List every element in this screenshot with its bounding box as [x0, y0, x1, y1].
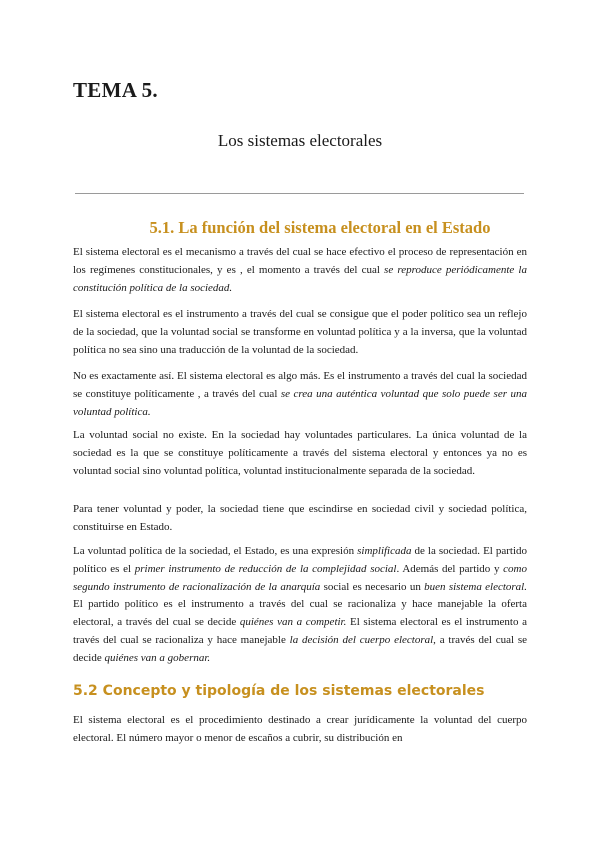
paragraph-3 [73, 368, 527, 421]
paragraph-6-emphasis-4: buen sistema electoral. [424, 580, 527, 593]
paragraph-6 [73, 543, 527, 668]
paragraph-1 [73, 244, 527, 297]
paragraph-6-text-2: de la sociedad. El partido político es el [73, 545, 527, 575]
paragraph-5 [73, 501, 527, 537]
paragraph-5-text: Para tener voluntad y poder, la sociedad tiene que escindirse en sociedad civil y sociedad política, constituirse en Estado. [73, 503, 527, 533]
paragraph-6-emphasis-3: como segundo instrumento de racionalización de la anarquía [73, 562, 527, 593]
chapter-heading: TEMA 5. [73, 78, 158, 102]
paragraph-4 [73, 427, 527, 480]
paragraph-4-text: La voluntad social no existe. En la sociedad hay voluntades particulares. La única voluntad de la sociedad es la que se constituye políticamente a través del sistema electoral y entonces ya no es voluntad social sino voluntad política, voluntad institucionalmente separada de la sociedad. [73, 429, 527, 477]
paragraph-3-emphasis: se crea una auténtica voluntad que solo puede ser una voluntad política. [73, 387, 527, 418]
section-1-title: 5.1. La función del sistema electoral en el Estado [149, 218, 491, 237]
paragraph-6-emphasis-5: quiénes van a competir. [239, 616, 347, 629]
paragraph-6-emphasis-6: la decisión del cuerpo electoral [289, 633, 434, 646]
section-2-title: 5.2 Concepto y tipología de los sistemas electorales [73, 683, 485, 699]
paragraph-3-text: No es exactamente así. El sistema electoral es algo más. Es el instrumento a través del cual la sociedad se constituye políticamente , a través del cual [73, 370, 527, 400]
paragraph-6-text-3: . Además del partido y [396, 562, 504, 575]
paragraph-7-text: El sistema electoral es el procedimiento destinado a crear jurídicamente la voluntad del cuerpo electoral. El número mayor o menor de escaños a cubrir, su distribución en [73, 714, 527, 744]
chapter-subtitle: Los sistemas electorales [217, 131, 383, 150]
paragraph-6-emphasis-7: quiénes van a gobernar. [104, 651, 211, 664]
paragraph-6-text-1: La voluntad política de la sociedad, el Estado, es una expresión [73, 545, 358, 557]
paragraph-6-text-7: , a través del cual se decide [73, 633, 527, 664]
paragraph-6-text-6: El sistema electoral es el instrumento a través del cual se racionaliza y hace manejable [73, 616, 527, 646]
paragraph-6-text-4: social es necesario un [320, 580, 425, 593]
paragraph-1-emphasis: se reproduce periódicamente la constitución política de la sociedad. [73, 263, 527, 294]
paragraph-1-text: El sistema electoral es el mecanismo a través del cual se hace efectivo el proceso de representación en los regímenes constitucionales, y es , el momento a través del cual [73, 246, 527, 276]
paragraph-6-emphasis-2: primer instrumento de reducción de la complejidad social [134, 562, 397, 575]
paragraph-2-text: El sistema electoral es el instrumento a través del cual se consigue que el poder político sea un reflejo de la sociedad, que la voluntad social se transforme en voluntad política y a la inversa, que la voluntad política no sea sino una traducción de la voluntad de la sociedad. [73, 308, 527, 356]
paragraph-6-emphasis-1: simplificada [357, 545, 412, 557]
divider-rule [75, 193, 524, 194]
paragraph-6-text-5: El partido político es el instrumento a través del cual se racionaliza y hace manejable la oferta electoral, a través del cual se decide [73, 598, 527, 629]
paragraph-2 [73, 306, 527, 359]
paragraph-7 [73, 712, 527, 748]
